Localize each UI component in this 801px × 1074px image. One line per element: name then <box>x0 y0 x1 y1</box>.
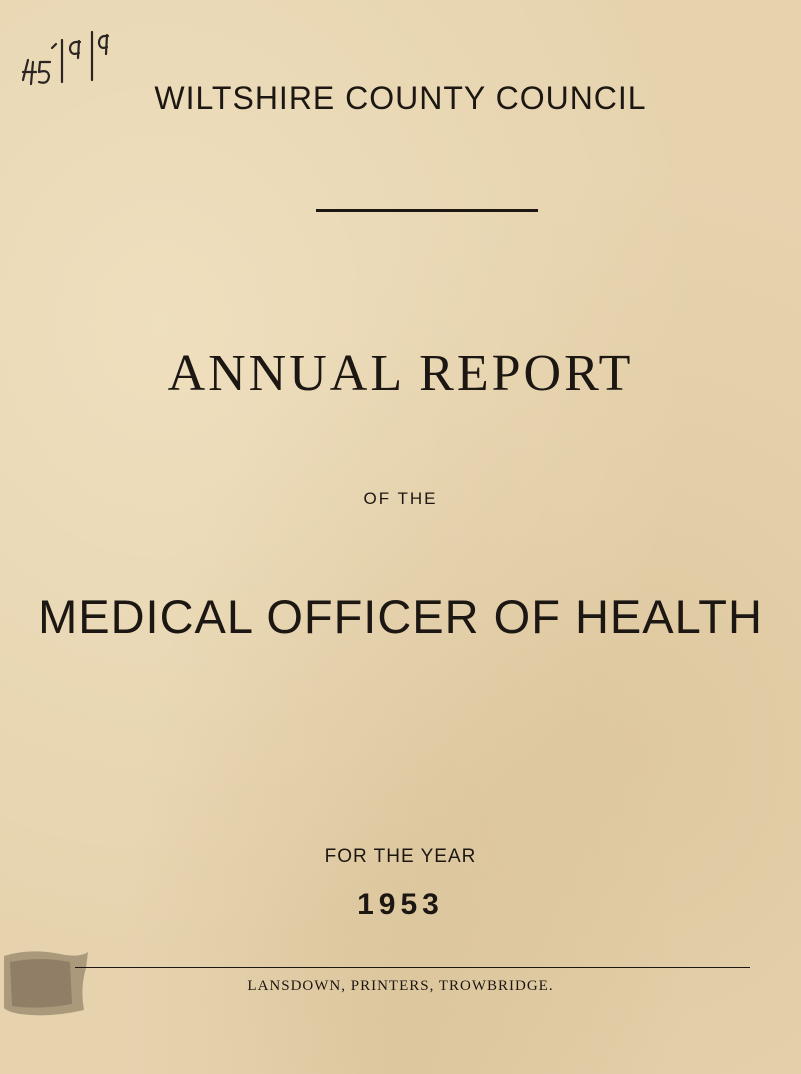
footer-divider <box>75 967 750 968</box>
title-divider <box>316 209 538 212</box>
report-title: ANNUAL REPORT <box>167 345 634 402</box>
report-period-label: FOR THE YEAR <box>324 846 477 867</box>
report-subject: MEDICAL OFFICER OF HEALTH <box>38 590 763 643</box>
report-year: 1953 <box>357 888 444 921</box>
printer-credit: LANSDOWN, PRINTERS, TROWBRIDGE. <box>247 978 554 994</box>
council-name: WILTSHIRE COUNTY COUNCIL <box>154 80 647 116</box>
report-subtitle-connector: OF THE <box>363 489 438 508</box>
handwritten-catalogue-mark <box>12 18 132 88</box>
